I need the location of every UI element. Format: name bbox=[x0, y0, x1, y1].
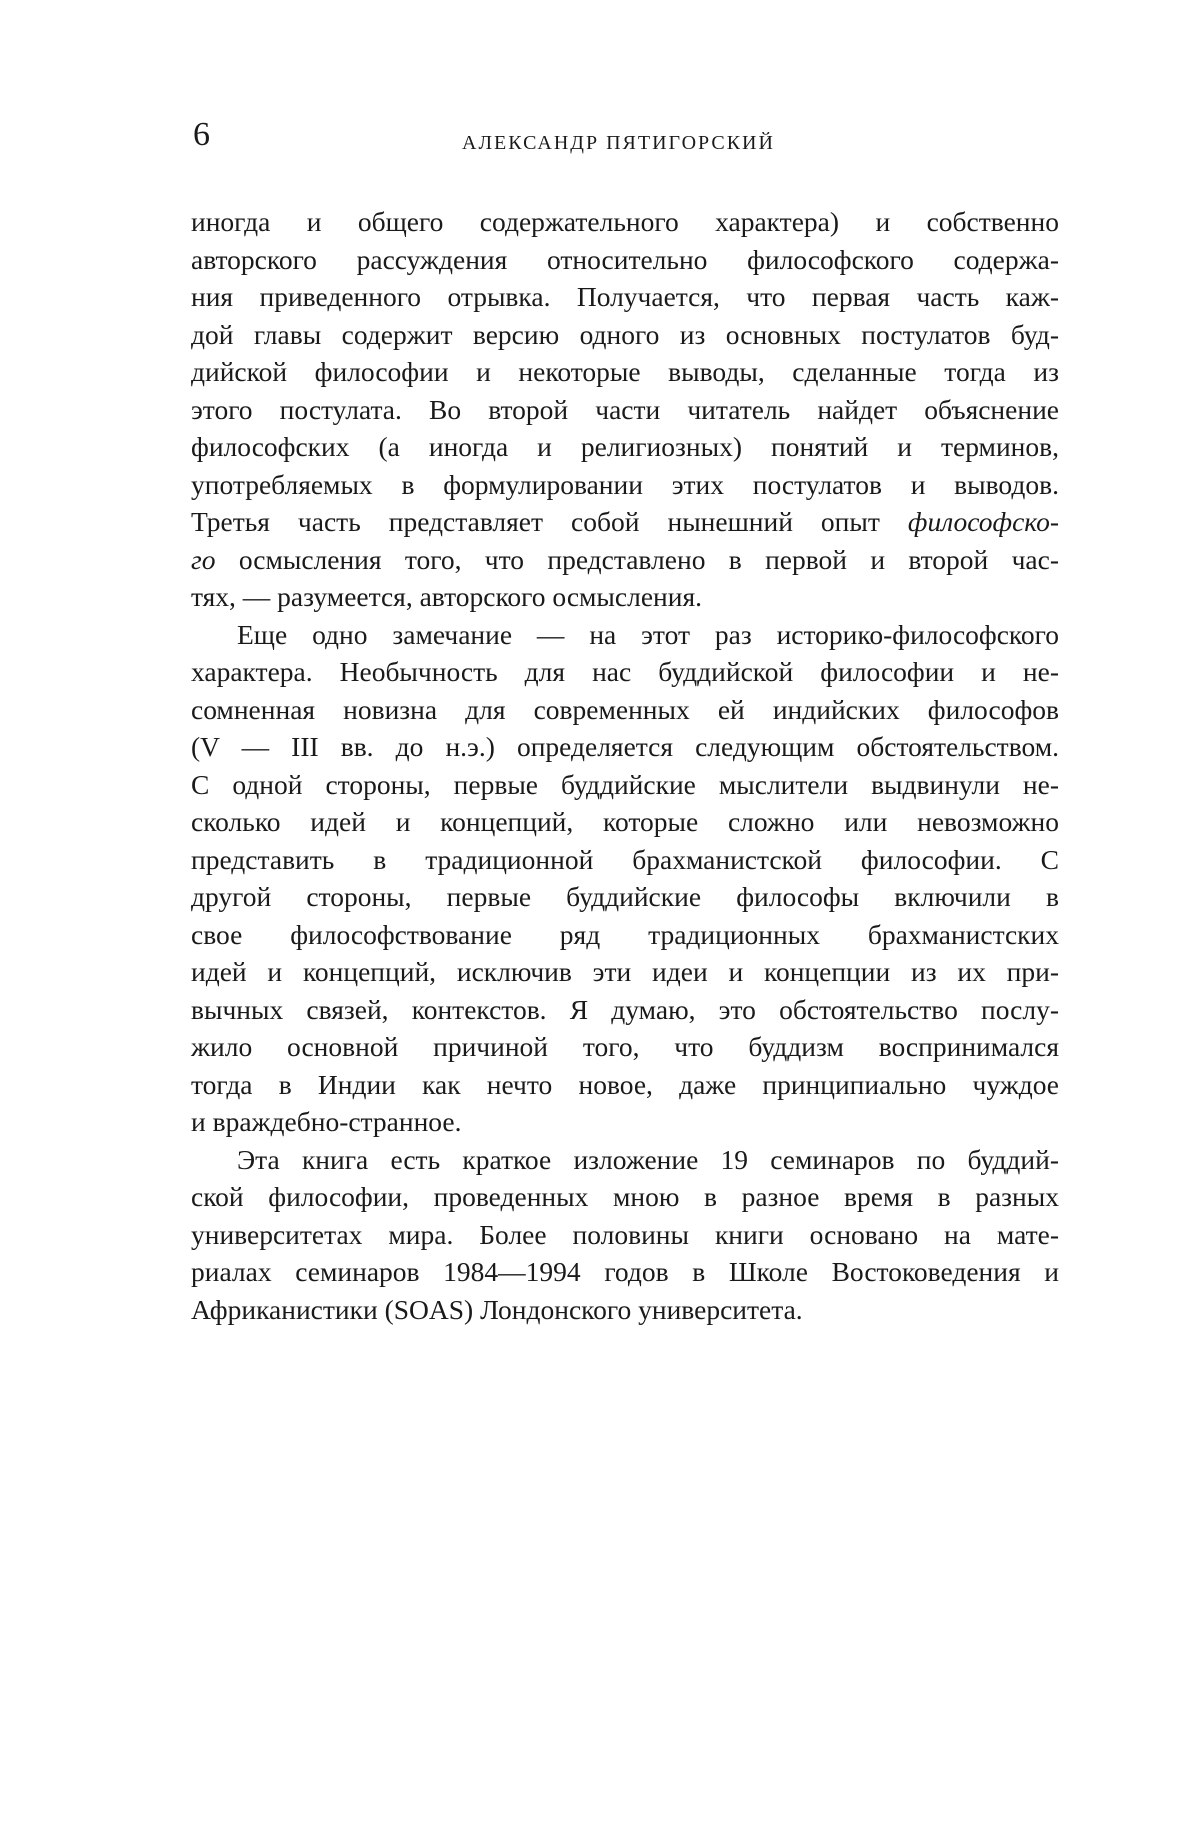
text-line: вычных связей, контекстов. Я думаю, это обстоятельство послу- bbox=[191, 993, 1059, 1025]
text-line: ской философии, проведенных мною в разное время в разных bbox=[191, 1181, 1059, 1212]
text-line: риалах семинаров 1984—1994 годов в Школе Востоковедения и bbox=[191, 1256, 1059, 1287]
text-line: (V — III вв. до н.э.) определяется следующим обстоятельством. bbox=[191, 731, 1059, 762]
text-line: ния приведенного отрывка. Получается, что первая часть каж- bbox=[191, 281, 1059, 312]
text-line-segment: осмысления того, что представлено в первой и второй час- bbox=[238, 543, 1059, 575]
text-line: употребляемых в формулировании этих постулатов и выводов. bbox=[191, 468, 1059, 500]
text-line: Африканистики (SOAS) Лондонского университета. bbox=[191, 1293, 803, 1325]
text-line-segment: Третья часть представляет собой нынешний опыт bbox=[191, 506, 880, 537]
text-line: С одной стороны, первые буддийские мыслители выдвинули не- bbox=[191, 768, 1059, 800]
text-line: сомненная новизна для современных ей индийских философов bbox=[191, 693, 1059, 725]
italic-term: философско- bbox=[907, 506, 1059, 537]
running-header: АЛЕКСАНДР ПЯТИГОРСКИЙ bbox=[462, 132, 775, 154]
text-line: дой главы содержит версию одного из основных постулатов буд- bbox=[191, 318, 1059, 350]
body-text bbox=[191, 203, 1059, 1328]
text-line: дийской философии и некоторые выводы, сделанные тогда из bbox=[191, 356, 1059, 387]
text-line: иногда и общего содержательного характера) и собственно bbox=[191, 206, 1059, 237]
text-line: и враждебно-странное. bbox=[191, 1106, 462, 1137]
text-line: философских (а иногда и религиозных) понятий и терминов, bbox=[191, 431, 1059, 462]
italic-term: го bbox=[191, 543, 216, 575]
text-line: представить в традиционной брахманистской философии. С bbox=[191, 843, 1059, 875]
page-number: 6 bbox=[193, 116, 210, 153]
paragraph-1 bbox=[191, 203, 1059, 616]
text-line: другой стороны, первые буддийские философы включили в bbox=[191, 881, 1059, 912]
text-line: тях, — разумеется, авторского осмысления. bbox=[191, 581, 702, 612]
text-line: Эта книга есть краткое изложение 19 семинаров по буддий- bbox=[237, 1143, 1059, 1175]
text-line bbox=[191, 503, 1059, 541]
text-line bbox=[191, 541, 1059, 579]
text-line: свое философствование ряд традиционных брахманистских bbox=[191, 918, 1059, 950]
text-line: характера. Необычность для нас буддийской философии и не- bbox=[191, 656, 1059, 687]
text-line: сколько идей и концепций, которые сложно или невозможно bbox=[191, 806, 1059, 837]
paragraph-2 bbox=[191, 616, 1059, 1141]
text-line: этого постулата. Во второй части читатель найдет объяснение bbox=[191, 393, 1059, 425]
text-line: тогда в Индии как нечто новое, даже принципиально чуждое bbox=[191, 1068, 1059, 1100]
text-line: жило основной причиной того, что буддизм воспринимался bbox=[191, 1031, 1059, 1062]
paragraph-3 bbox=[191, 1141, 1059, 1329]
text-line: университетах мира. Более половины книги основано на мате- bbox=[191, 1218, 1059, 1250]
text-line: идей и концепций, исключив эти идеи и концепции из их при- bbox=[191, 956, 1059, 987]
text-line: Еще одно замечание — на этот раз историко-философского bbox=[237, 618, 1059, 650]
text-line: авторского рассуждения относительно философского содержа- bbox=[191, 243, 1059, 275]
